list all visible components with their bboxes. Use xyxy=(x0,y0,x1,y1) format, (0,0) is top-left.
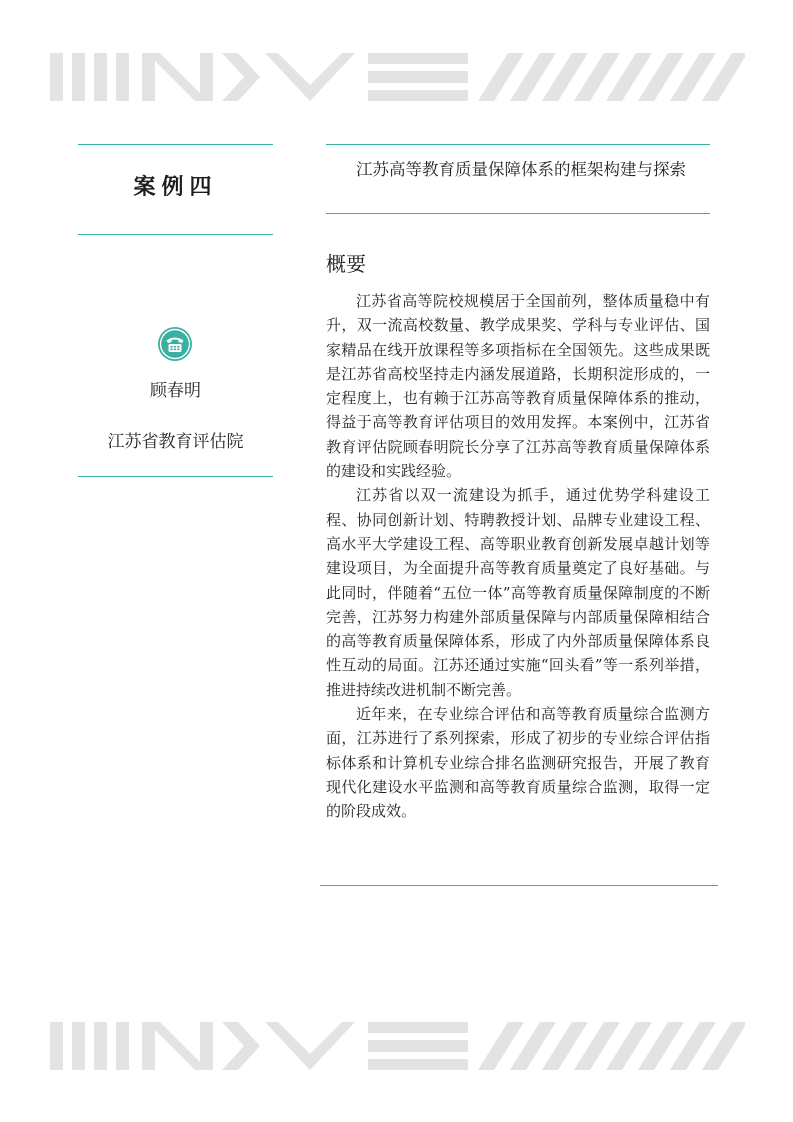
decorative-bottom-banner xyxy=(50,1022,745,1070)
title-top-rule xyxy=(326,144,710,145)
body-paragraph-2: 江苏省以双一流建设为抓手，通过优势学科建设工程、协同创新计划、特聘教授计划、品牌专业建设工程、高水平大学建设工程、高等职业教育创新发展卓越计划等建设项目，为全面提升高等教育质量奠定了良好基础。与此同时，伴随着“五位一体”高等教育质量保障制度的不断完善，江苏努力构建外部质量保障与内部质量保障相结合的高等教育质量保障体系，形成了内外部质量保障体系良性互动的局面。江苏还通过实施“回头看”等一系列举措，推进持续改进机制不断完善。 xyxy=(326,486,710,699)
telephone-icon xyxy=(157,326,193,362)
author-name: 顾春明 xyxy=(150,381,201,401)
title-bottom-rule xyxy=(326,213,710,214)
author-contact-badge xyxy=(157,326,193,362)
body-paragraph-3: 近年来，在专业综合评估和高等教育质量综合监测方面，江苏进行了系列探索，形成了初步的专业综合评估指标体系和计算机专业综合排名监测研究报告，开展了教育现代化建设水平监测和高等教育质量综合监测，取得一定的阶段成效。 xyxy=(326,705,710,821)
decorative-top-banner xyxy=(50,53,745,101)
article-body xyxy=(326,289,710,824)
case-label: 案例四 xyxy=(133,174,218,200)
sidebar-middle-rule xyxy=(78,234,273,235)
sidebar-bottom-rule xyxy=(78,476,273,477)
sidebar-top-rule xyxy=(78,144,273,145)
article-bottom-rule xyxy=(320,885,718,886)
author-organization: 江苏省教育评估院 xyxy=(107,432,244,452)
section-heading: 概要 xyxy=(326,252,366,276)
body-paragraph-1: 江苏省高等院校规模居于全国前列，整体质量稳中有升，双一流高校数量、教学成果奖、学科与专业评估、国家精品在线开放课程等多项指标在全国领先。这些成果既是江苏省高校坚持走内涵发展道路，长期积淀形成的，一定程度上，也有赖于江苏高等教育质量保障体系的推动，得益于高等教育评估项目的效用发挥。本案例中，江苏省教育评估院顾春明院长分享了江苏高等教育质量保障体系的建设和实践经验。 xyxy=(326,292,710,481)
article-title: 江苏高等教育质量保障体系的框架构建与探索 xyxy=(356,160,686,179)
